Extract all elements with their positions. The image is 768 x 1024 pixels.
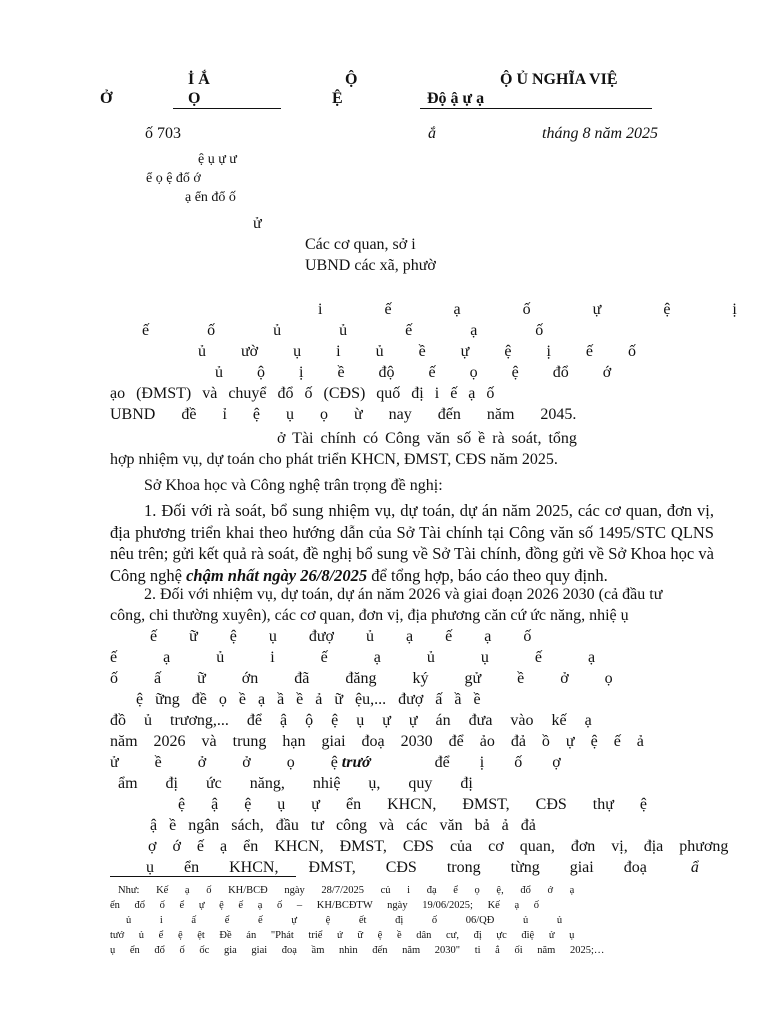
agency-name-bottom-2: Ọ (188, 90, 201, 107)
paragraph-1-line-6: UBND đề ỉ ệ ụ ọ ừ nay đến năm 2045. (110, 406, 577, 423)
motto-line-2b: Độ ậ ự ạ (427, 90, 485, 107)
recipients-label: ử (253, 215, 262, 232)
paragraph-1-line-2: ế ố ủ ủ ế ạ ố (142, 322, 544, 339)
recipient-line-1: Các cơ quan, sở i (305, 236, 416, 253)
paragraph-5-line-10: ẩm đị ức năng, nhiệ ụ, quy đị (118, 775, 473, 792)
paragraph-5-line-3: ế ữ ệ ụ đượ ủ ạ ế ạ ố (150, 628, 532, 645)
motto-line-2a: Ệ (332, 90, 343, 107)
subject-line-3: ạ ển đổ ố (185, 190, 236, 205)
paragraph-1-line-4: ủ ộ ị ề độ ế ọ ệ đổ ớ (215, 364, 612, 381)
footnote-line-5: ụ ển đổ ố ốc gia giai đoạ ầm nhìn đến năm 2030" ti ắ ối năm 2025;… (110, 945, 605, 956)
document-date: tháng 8 năm 2025 (542, 125, 658, 142)
paragraph-4 (110, 500, 714, 586)
paragraph-5-line-9 (110, 753, 561, 773)
motto-line-1b: Ộ Ủ NGHĨA VIỆ (500, 71, 618, 88)
paragraph-4-text: 1. Đối với rà soát, bổ sung nhiệm vụ, dự toán, dự án năm 2025, các cơ quan, đơn vị, địa phương triển khai theo hướng dẫn của Sở Tài chính tại Công văn số 1495/STC QLNS nêu trên; gửi kết quả rà soát, đề nghị bổ sung về Sở Tài chính, đồng gửi về Sở Khoa học và Công nghệ (110, 501, 714, 585)
paragraph-5-line-6: ệ ững đề ọ ề ạ ầ ề ả ữ ệu,... đượ ấ ầ ề (136, 691, 481, 708)
paragraph-6-line-4a: ụ ển KHCN, ĐMST, CĐS trong từng giai đoạ (146, 859, 647, 876)
footnote-line-1: Như: Kế ạ ố KH/BCĐ ngày 28/7/2025 củ i đạ ể ọ ệ, đổ ớ ạ (118, 885, 575, 896)
footnote-line-4: tướ ủ ể ệ ệt Đề án "Phát triể ứ ữ ệ ề dân cư, đị ực điệ ử ụ (110, 930, 575, 941)
agency-underline (173, 108, 281, 109)
paragraph-5-line-4: ế ạ ủ i ế ạ ủ ụ ế ạ (110, 649, 596, 666)
footnote-separator (110, 876, 296, 877)
paragraph-6-line-2: ậ ề ngân sách, đầu tư công và các văn bả ả đả (150, 817, 536, 834)
paragraph-4-tail: để tổng hợp, báo cáo theo quy định. (371, 565, 608, 585)
paragraph-5-line-5: ố ấ ữ ớn đã đăng ký gử ề ở ọ (110, 670, 613, 687)
paragraph-1-line-3: ủ ườ ụ i ủ ề ự ệ ị ế ố (198, 343, 636, 360)
paragraph-6-line-1: ệ ậ ệ ụ ự ển KHCN, ĐMST, CĐS thự ệ (178, 796, 648, 813)
motto-line-1a: Ộ (345, 71, 358, 88)
paragraph-5-line-2: công, chi thường xuyên), các cơ quan, đơn vị, địa phương căn cứ ức năng, nhiệ ụ (110, 607, 629, 624)
paragraph-2-line-2: hợp nhiệm vụ, dự toán cho phát triển KHCN, ĐMST, CĐS năm 2025. (110, 451, 558, 468)
document-number: ố 703 (145, 125, 181, 142)
footnote-line-2: ển đổ ố ể ự ệ ế ạ ố – KH/BCĐTW ngày 19/06/2025; Kế ạ ố (110, 900, 539, 911)
subject-line-2: ể ọ ệ đổ ớ (146, 171, 201, 186)
agency-name-bottom-1: Ở (100, 90, 113, 107)
paragraph-1-line-1: i ế ạ ố ự ệ ị (318, 301, 737, 318)
footnote-line-3: ủ i ấ ể ế ự ệ ết đị ố 06/QĐ ủ ủ (126, 915, 563, 926)
paragraph-5-line-1: 2. Đối với nhiệm vụ, dự toán, dự án năm 2026 và giai đoạn 2026 2030 (cả đầu tư (144, 586, 663, 603)
paragraph-5-line-7: đồ ủ trương,... để ậ ộ ệ ụ ự ự án đưa vào kế ạ (110, 712, 592, 729)
motto-underline (420, 108, 652, 109)
paragraph-6-line-3: ợ ớ ế ạ ển KHCN, ĐMST, CĐS của cơ quan, đơn vị, địa phương (148, 838, 729, 855)
paragraph-5-line-9c: để ị ố ợ (434, 754, 561, 771)
place-mark: ắ (428, 125, 436, 142)
emphasis-text: trướ (341, 754, 371, 771)
subject-line-1: ệ ụ ự ư (198, 152, 237, 167)
paragraph-5-line-9a: ử ề ở ở ọ ệ (110, 754, 338, 771)
paragraph-1-line-5: ạo (ĐMST) và chuyể đổ ố (CĐS) quố đị i ế ạ ố (110, 385, 495, 402)
agency-name-top: İ Ắ (188, 71, 210, 88)
recipient-line-2: UBND các xã, phườ (305, 257, 436, 274)
deadline-text: chậm nhất ngày 26/8/2025 (186, 565, 368, 585)
paragraph-6-line-4 (146, 858, 699, 878)
paragraph-2-line-1: ở Tài chính có Công văn số ề rà soát, tổng (277, 430, 577, 447)
paragraph-5-line-8: năm 2026 và trung hạn giai đoạ 2030 để ảo đả ồ ự ệ ế ả (110, 733, 644, 750)
paragraph-3: Sở Khoa học và Công nghệ trân trọng đề nghị: (144, 477, 443, 494)
paragraph-6-line-4b: ẩ (690, 859, 699, 876)
